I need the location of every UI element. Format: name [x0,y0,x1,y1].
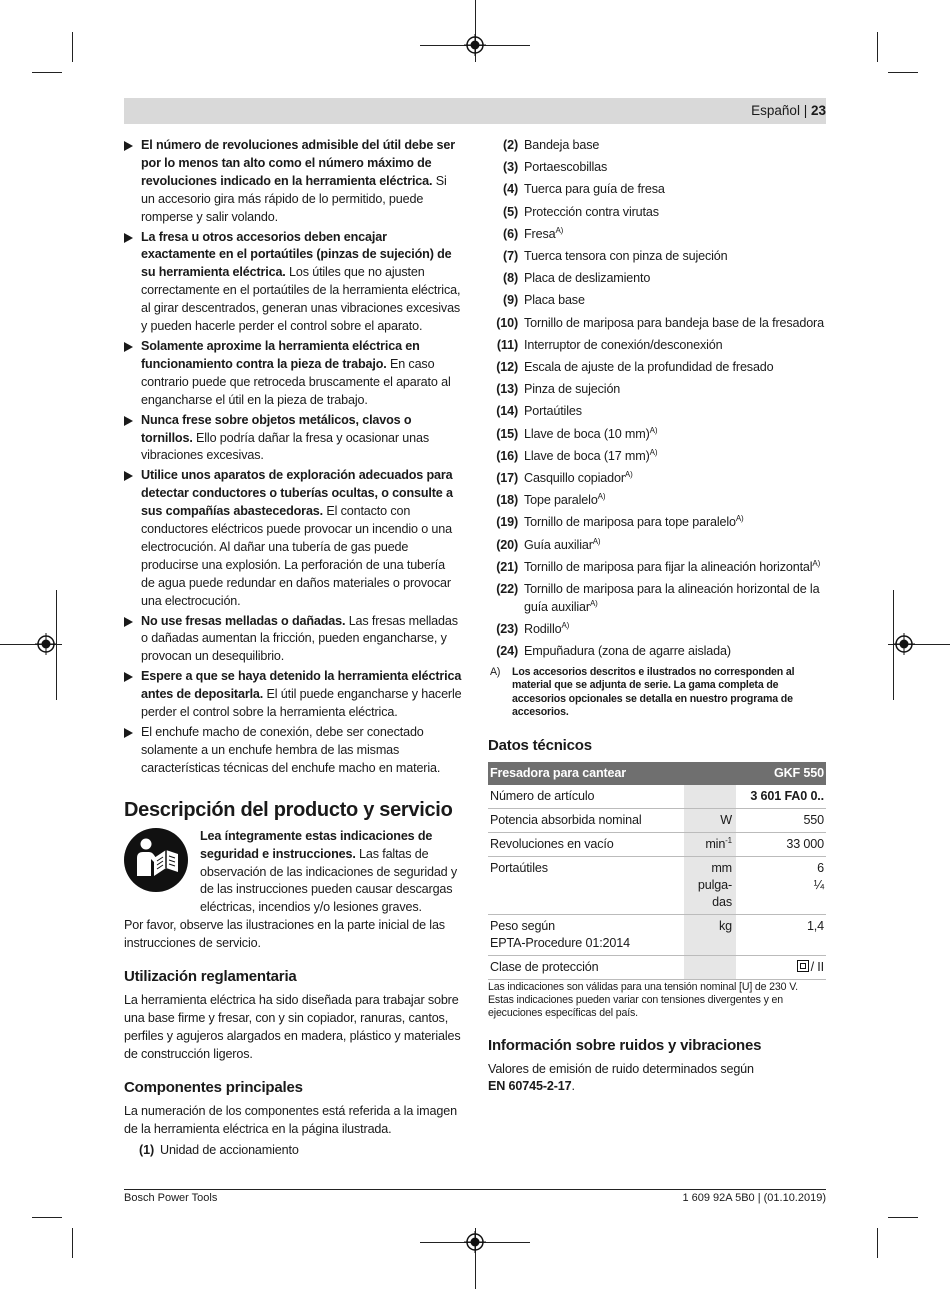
bullet-text: Ello podría dañar la fresa y ocasionar unas vibraciones excesivas. [141,430,430,463]
component-label: Placa base [524,293,585,308]
component-number: (5) [503,204,518,219]
components-title: Componentes principales [124,1078,303,1096]
bullet-text: El enchufe macho de conexión, debe ser conectado solamente a un enchufe hembra de las mismas características técnicas del enchufe macho en materia. [141,725,441,775]
component-label: Interruptor de conexión/desconexión [524,337,723,352]
component-label: Fresa [524,226,556,241]
component-item [488,337,826,355]
tech-value-cell [736,785,826,809]
bullet-triangle-icon [124,233,133,243]
component-item [488,403,826,421]
footnote-text: Los accesorios descritos e ilustrados no corresponden al material que se adjunta de serie. La gama completa de accesorios opcionales se detalla en nuestro programa de accesorios. [512,665,795,719]
tech-unit [684,955,736,979]
component-number: (13) [496,382,518,397]
component-label: Llave de boca (10 mm) [524,426,650,441]
tech-header-model: GKF 550 [736,762,826,785]
bullet-triangle-icon [124,672,133,682]
component-item [488,270,826,288]
tech-value-cell [736,914,826,955]
crop-mark [888,1217,918,1218]
crop-mark [32,72,62,73]
tech-unit [684,856,736,914]
header-band [124,98,826,124]
tech-header-label: Fresadora para cantear [488,762,736,785]
component-item [488,492,826,510]
tech-value-cell [736,808,826,832]
component-footnote-ref: A) [812,558,821,568]
bullet-triangle-icon [124,416,133,426]
bullet-bold: No use fresas melladas o dañadas. [141,613,346,628]
illustrations-note: Por favor, observe las ilustraciones en la parte inicial de las instrucciones de servicio. [124,918,445,951]
registration-mark-icon [35,633,57,655]
tech-value: / II [810,959,824,974]
registration-mark-icon [464,1231,486,1253]
component-label: Pinza de sujeción [524,382,621,397]
component-item [488,621,826,639]
bullet-text: Si un accesorio gira más rápido de lo permitido, puede romperse y salir volando. [141,173,447,224]
component-label: Unidad de accionamiento [160,1142,299,1157]
component-label: Portaútiles [524,404,582,419]
tech-unit-text: W [720,812,732,827]
safety-bullet [124,613,462,667]
component-item [488,159,826,177]
tech-unit [684,832,736,856]
tech-value-cell [736,955,826,979]
noise-text: Valores de emisión de ruido determinados según [488,1061,754,1076]
component-number: (3) [503,160,518,175]
page-number: 23 [810,103,826,118]
component-label: Placa de deslizamiento [524,271,651,286]
component-number: (18) [496,493,518,508]
tech-row [488,832,826,856]
tech-value-cell [736,832,826,856]
safety-notice [124,828,462,918]
component-label: Tornillo de mariposa para bandeja base de la fresadora [524,315,824,330]
component-item [488,514,826,532]
component-label: Tornillo de mariposa para la alineación horizontal de la guía auxiliar [524,582,820,614]
bullet-bold: Solamente aproxime la herramienta eléctrica en funcionamiento contra la pieza de trabajo. [141,338,420,371]
component-label: Casquillo copiador [524,471,625,486]
noise-text-block [488,1061,826,1097]
tech-data-table [488,762,826,980]
page-header: Español | 23 [751,103,826,118]
tech-value: 550 [803,812,824,827]
component-label: Tornillo de mariposa para tope paralelo [524,515,736,530]
component-number: (1) [139,1142,154,1157]
read-manual-icon [124,828,188,892]
tech-label: Número de artículo [488,785,684,809]
tech-unit [684,808,736,832]
component-number: (20) [496,537,518,552]
safety-bullet [124,229,462,336]
noise-standard: EN 60745-2-17 [488,1079,572,1094]
bullet-bold: Utilice unos aparatos de exploración adecuados para detectar conductores o tuberías ocultas, o consulte a sus compañías abastecedoras. [141,468,453,519]
component-label: Bandeja base [524,138,600,152]
component-label: Rodillo [524,622,562,637]
components-footnote [488,666,826,720]
component-item [488,292,826,310]
component-number: (6) [503,226,518,241]
component-label: Tope paralelo [524,493,598,508]
component-label: Empuñadura (zona de agarre aislada) [524,644,731,659]
noise-end: . [571,1079,575,1094]
bullet-text: Las fresas melladas o dañadas aumentan la fricción, pueden engancharse, y provocan un desequilibrio. [141,613,458,664]
tech-unit-text: mm pulga- das [697,860,732,909]
bullet-bold: La fresa u otros accesorios deben encajar exactamente en el portaútiles (pinzas de sujeción) de su herramienta eléctrica. [141,229,452,280]
noise-title: Información sobre ruidos y vibraciones [488,1036,762,1054]
tech-label: Portaútiles [488,856,684,914]
component-item [488,181,826,199]
tech-label: Revoluciones en vacío [488,832,684,856]
component-number: (11) [496,337,518,352]
crop-mark [888,72,918,73]
component-label: Protección contra virutas [524,204,659,219]
component-item [488,248,826,266]
tech-row [488,914,826,955]
component-number: (16) [496,448,518,463]
component-item [488,315,826,333]
component-footnote-ref: A) [555,225,564,235]
component-number: (10) [496,315,518,330]
component-number: (8) [503,271,518,286]
tech-note: Las indicaciones son válidas para una tensión nominal [U] de 230 V. Estas indicaciones pueden variar con tensiones divergentes y en ejecuciones específicas del país. [488,980,798,1019]
tech-row [488,785,826,809]
crop-mark [877,1228,878,1258]
component-item [488,359,826,377]
safety-bullet [124,137,462,227]
bullet-triangle-icon [124,141,133,151]
bullet-triangle-icon [124,728,133,738]
footer-brand: Bosch Power Tools [124,1192,218,1204]
component-item [124,1142,462,1160]
component-number: (17) [496,471,518,486]
safety-bullet [124,467,462,610]
tech-value: 3 601 FA0 0.. [750,788,824,803]
component-item [488,581,826,617]
component-footnote-ref: A) [589,598,598,608]
component-item [488,643,826,661]
tech-unit [684,914,736,955]
component-item [488,559,826,577]
component-number: (7) [503,249,518,264]
component-item [488,470,826,488]
safety-bullet [124,724,462,778]
footer-doc-id: 1 609 92A 5B0 | (01.10.2019) [682,1192,826,1204]
tech-value: 1,4 [806,918,824,933]
component-label: Guía auxiliar [524,537,593,552]
crop-mark [32,1217,62,1218]
protection-class-square-icon [797,960,809,972]
safety-bullet-list [124,137,462,778]
component-footnote-ref: A) [649,447,658,457]
footer-rule [124,1189,826,1190]
bullet-bold: El número de revoluciones admisible del útil debe ser por lo menos tan alto como el número máximo de revoluciones indicado en la herramienta eléctrica. [141,138,455,188]
tech-label: Clase de protección [488,955,684,979]
component-footnote-ref: A) [561,620,570,630]
component-number: (23) [496,622,518,637]
tech-row [488,955,826,979]
tech-unit-text: min [705,836,726,851]
tech-label: Potencia absorbida nominal [488,808,684,832]
component-number: (12) [496,360,518,375]
bullet-text: En caso contrario puede que retroceda bruscamente el aparato al engancharse el útil en la pieza de trabajo. [141,356,451,407]
component-list [488,137,826,661]
tech-unit [684,785,736,809]
component-number: (22) [496,582,518,597]
tech-label: Peso según EPTA-Procedure 01:2014 [488,914,684,955]
tech-unit-text: kg [718,918,732,933]
intended-use-text: La herramienta eléctrica ha sido diseñada para trabajar sobre una base firme y fresar, con y sin copiador, ranuras, cantos, perfiles y agujeros alargados en madera, plástico y materiales de construcción ligeros. [124,993,461,1061]
crop-mark [877,32,878,62]
crop-mark [72,32,73,62]
tech-table-header [488,762,826,785]
unit-exponent: -1 [725,835,732,845]
bullet-text: El contacto con conductores eléctricos puede provocar un incendio o una electrocución. Al dañar una tubería de gas puede producirse una explosión. La perforación de una tubería de agua puede redundar en daños materiales o provocar una electrocución. [141,504,452,608]
component-label: Escala de ajuste de la profundidad de fresado [524,360,774,375]
registration-mark-icon [893,633,915,655]
bullet-triangle-icon [124,342,133,352]
component-footnote-ref: A) [735,514,744,524]
component-number: (9) [503,293,518,308]
component-label: Tuerca para guía de fresa [524,182,665,197]
tech-row [488,808,826,832]
component-label: Llave de boca (17 mm) [524,448,650,463]
safety-bullet [124,412,462,466]
component-footnote-ref: A) [624,469,633,479]
component-item [488,426,826,444]
safety-notice-bold: Lea íntegramente estas indicaciones de seguridad e instrucciones. [200,828,433,861]
tech-value: 6 ¼ [813,860,824,892]
tech-data-title: Datos técnicos [488,736,592,754]
component-footnote-ref: A) [592,536,601,546]
crop-mark [72,1228,73,1258]
component-item [488,381,826,399]
bullet-text: El útil puede engancharse y hacerle perder el control sobre la herramienta eléctrica. [141,687,462,720]
footnote-marker: A) [490,665,501,678]
component-item [488,204,826,222]
component-number: (19) [496,515,518,530]
bullet-triangle-icon [124,617,133,627]
bullet-bold: Espere a que se haya detenido la herramienta eléctrica antes de depositarla. [141,669,462,702]
safety-bullet [124,668,462,722]
left-column [124,137,462,1164]
component-footnote-ref: A) [597,492,606,502]
component-item [488,137,826,155]
component-number: (21) [496,559,518,574]
bullet-triangle-icon [124,471,133,481]
component-label: Tornillo de mariposa para fijar la alineación horizontal [524,559,813,574]
bullet-text: Los útiles que no ajusten correctamente en el portaútiles de la herramienta eléctrica, al girar descentrados, generan unas vibraciones excesivas y pueden hacerle perder el control sobre el aparato. [141,265,461,334]
header-language: Español [751,103,800,118]
bullet-bold: Nunca frese sobre objetos metálicos, clavos o tornillos. [141,412,412,445]
component-number: (2) [503,138,518,152]
component-number: (14) [496,404,518,419]
component-number: (4) [503,182,518,197]
safety-bullet [124,338,462,410]
intended-use-title: Utilización reglamentaria [124,968,297,986]
tech-value: 33 000 [786,836,824,851]
registration-mark-icon [464,34,486,56]
component-label: Tuerca tensora con pinza de sujeción [524,249,728,264]
components-intro: La numeración de los componentes está referida a la imagen de la herramienta eléctrica en la página ilustrada. [124,1103,457,1136]
component-item [488,448,826,466]
right-column [488,137,826,1096]
tech-row [488,856,826,914]
component-item [488,226,826,244]
component-item [488,537,826,555]
tech-value-cell [736,856,826,914]
safety-notice-text: Las faltas de observación de las indicaciones de seguridad y de las instrucciones pueden causar descargas eléctricas, incendios y/o lesiones graves. [200,846,458,915]
component-number: (24) [496,644,518,659]
section-title: Descripción del producto y servicio [124,798,453,821]
component-number: (15) [496,426,518,441]
component-footnote-ref: A) [649,425,658,435]
component-label: Portaescobillas [524,160,608,175]
